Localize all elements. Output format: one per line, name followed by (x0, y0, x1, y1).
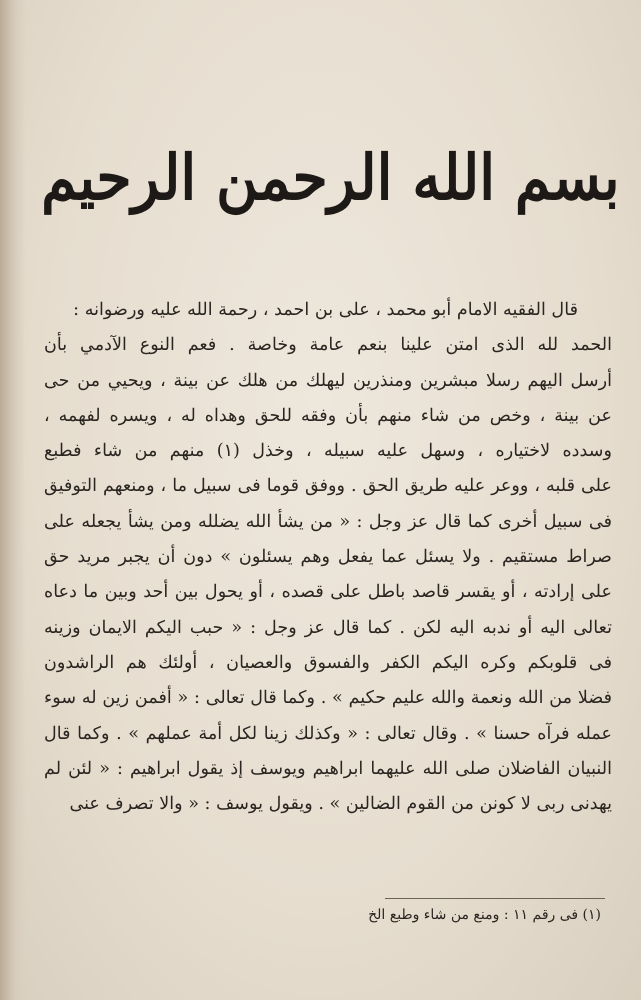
text-line: صراط مستقيم . ولا يسئل عما يفعل وهم يسئلون » دون أن يجبر مريد حق (44, 547, 612, 568)
text-line: عمله فرآه حسنا » . وقال تعالى : « وكذلك زينا لكل أمة عملهم » . وكما قال (44, 723, 612, 744)
text-line: فى سبيل أخرى كما قال عز وجل : « من يشأ الله يضلله ومن يشأ يجعله على (44, 511, 612, 532)
basmala-heading (40, 118, 620, 238)
page-gutter-shadow (0, 0, 26, 1000)
text-line: الحمد لله الذى امتن علينا بنعم عامة وخاصة . فعم النوع الآدمي بأن (44, 335, 612, 356)
text-line: يهدنى ربى لا كونن من القوم الضالين » . ويقول يوسف : « والا تصرف عنى (69, 794, 612, 815)
footnote: (١) فى رقم ١١ : ومنع من شاء وطبع الخ (368, 907, 601, 923)
text-line: وسدده لاختياره ، وسهل عليه سبيله ، وخذل (١) منهم من شاء فطبع (44, 441, 612, 462)
basmala-text: بسم الله الرحمن الرحيم (40, 141, 620, 214)
text-line: تعالى اليه أو ندبه اليه لكن . كما قال عز وجل : « حبب اليكم الايمان وزينه (44, 617, 612, 638)
text-line: على قلبه ، ووعر عليه طريق الحق . ووفق قوما فى سبيل ما ، ومنعهم التوفيق (44, 476, 612, 497)
text-line: قال الفقيه الامام أبو محمد ، على بن احمد ، رحمة الله عليه ورضوانه : (73, 300, 578, 320)
text-line: عن بينة ، وخص من شاء منهم بأن وفقه للحق وهداه له ، ويسره لفهمه ، (44, 405, 612, 426)
text-line: النبيان الفاضلان صلى الله عليهما ابراهيم ويوسف إذ يقول ابراهيم : « لئن لم (44, 758, 612, 779)
footnote-divider (385, 898, 605, 899)
text-line: أرسل اليهم رسلا مبشرين ومنذرين ليهلك من هلك عن بينة ، ويحيي من حى (44, 370, 612, 391)
text-line: فضلا من الله ونعمة والله عليم حكيم » . وكما قال تعالى : « أفمن زين له سوء (44, 688, 612, 709)
text-line: فى قلوبكم وكره اليكم الكفر والفسوق والعصيان ، أولئك هم الراشدون (44, 652, 612, 673)
text-line: على إرادته ، أو يقسر قاصد باطل على قصده ، أو يحول بين أحد وبين ما دعاه (44, 582, 612, 603)
body-text (44, 293, 612, 822)
